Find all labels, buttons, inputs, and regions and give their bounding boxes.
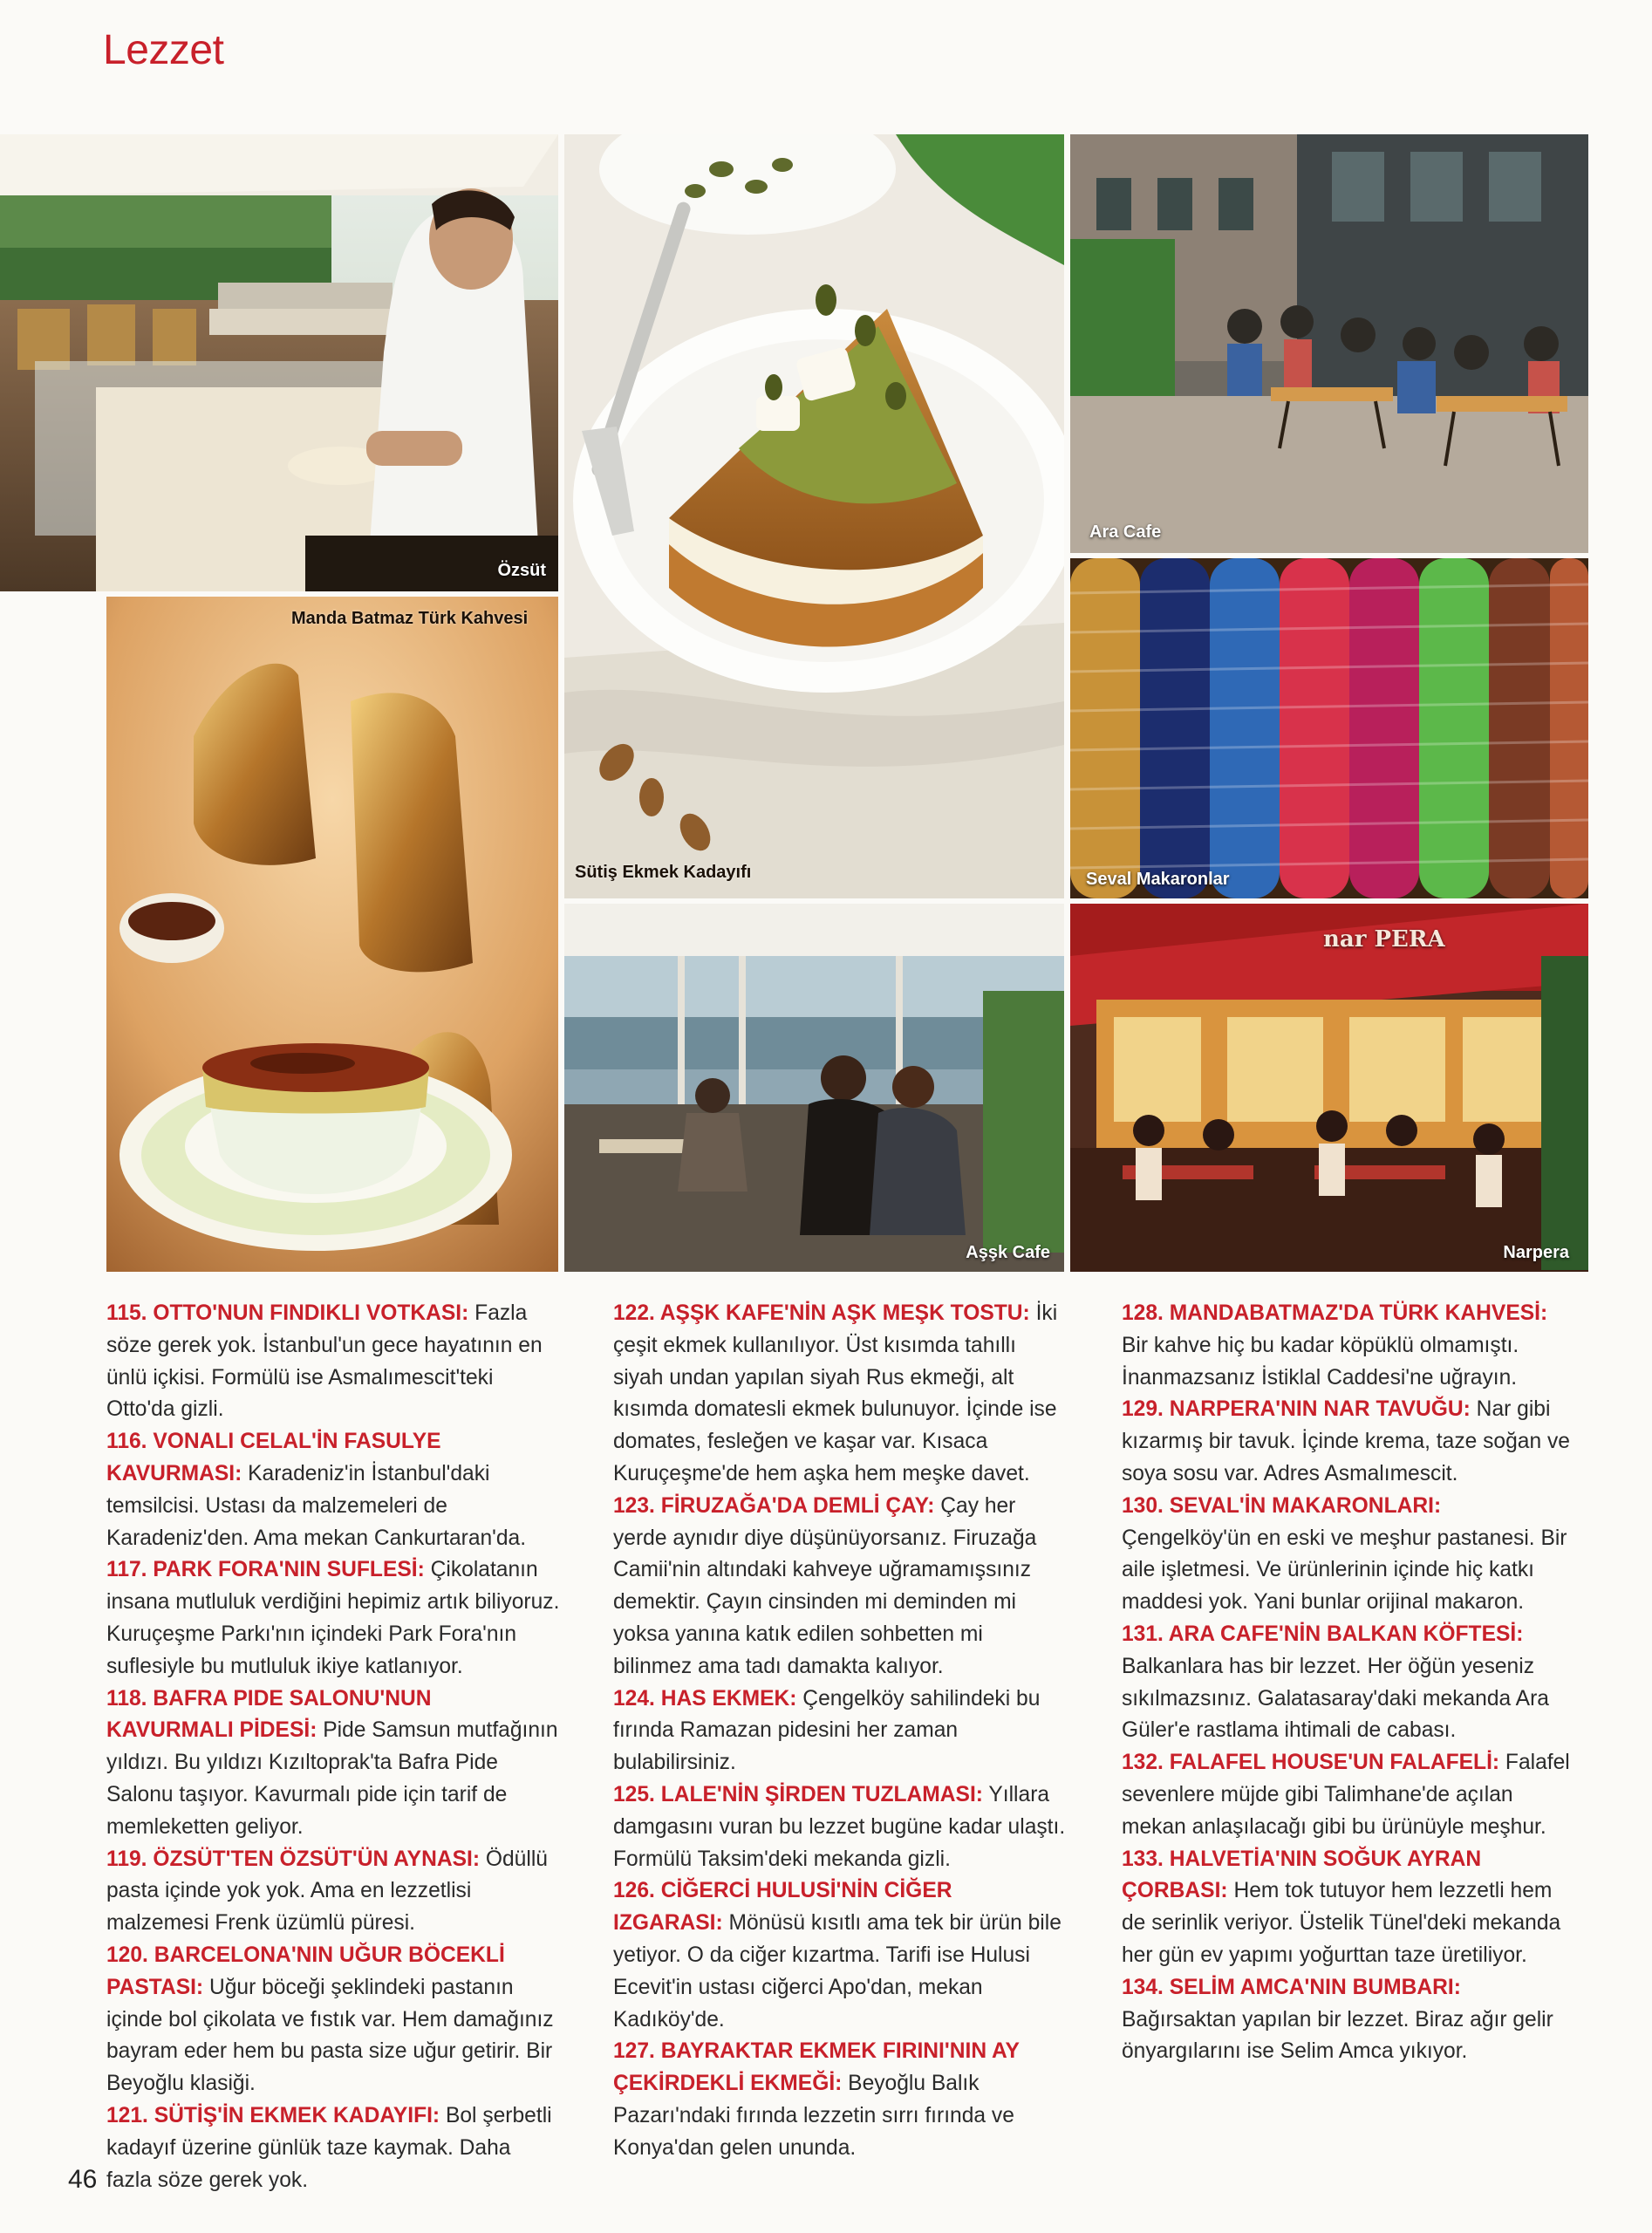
photo-sutis bbox=[564, 134, 1064, 898]
entry-body: Çengelköy'ün en eski ve meşhur pastanesi. Bir aile işletmesi. Ve ürünlerinin içinde hiç katkı maddesi yok. Yani bunlar orijinal makaron. bbox=[1122, 1526, 1567, 1615]
entry-heading: 132. FALAFEL HOUSE'UN FALAFELİ: bbox=[1122, 1751, 1500, 1775]
entry-heading: 117. PARK FORA'NIN SUFLESİ: bbox=[106, 1558, 425, 1582]
entry-body: Ödüllü pasta içinde yok yok. Ama en lezzetlisi malzemesi Frenk üzümlü püresi. bbox=[106, 1847, 548, 1936]
photo-sutis-image bbox=[564, 134, 1064, 898]
entry-body: İki çeşit ekmek kullanılıyor. Üst kısımda tahıllı siyah undan yapılan siyah Rus ekmeği, alt kısımda domatesli ekmek bulunuyor. İçinde ise domates, fesleğen ve kaşar var. Kısaca Kuruçeşme'de hem aşka hem meşke davet. bbox=[613, 1301, 1058, 1485]
entry-heading: 131. ARA CAFE'NİN BALKAN KÖFTESİ: bbox=[1122, 1622, 1524, 1646]
caption-manda-batmaz: Manda Batmaz Türk Kahvesi bbox=[291, 609, 529, 628]
entry-body: Hem tok tutuyor hem lezzetli hem de serinlik veriyor. Üstelik Tünel'deki mekanda her gün ev yapımı yoğurttan taze üretiliyor. bbox=[1122, 1879, 1561, 1967]
entry-134 bbox=[1122, 1972, 1575, 2068]
entry-126 bbox=[613, 1875, 1067, 2036]
entry-body: Pide Samsun mutfağının yıldızı. Bu yıldızı Kızıltoprak'ta Bafra Pide Salonu taşıyor. Kavurmalı pide için tarif de memleketten geliyor. bbox=[106, 1718, 558, 1839]
photo-seval-image bbox=[1070, 558, 1588, 898]
photo-manda-batmaz bbox=[106, 597, 558, 1272]
text-column-1 bbox=[106, 1298, 560, 2196]
caption-narpera: Narpera bbox=[1503, 1243, 1569, 1262]
narpera-sign: nar PERA bbox=[1323, 926, 1445, 953]
entry-body: Falafel sevenlere müjde gibi Talimhane'de açılan mekan anlaşılacağı gibi bu ürünüyle meşhur. bbox=[1122, 1751, 1570, 1839]
photo-narpera bbox=[1070, 904, 1588, 1272]
entry-body: Beyoğlu Balık Pazarı'ndaki fırında lezzetin sırrı fırında ve Konya'dan gelen ununda. bbox=[613, 2072, 1014, 2160]
entry-heading: 124. HAS EKMEK: bbox=[613, 1686, 797, 1711]
entry-body: Nar gibi kızarmış bir tavuk. İçinde krema, taze soğan ve soya sosu var. Adres Asmalımescit. bbox=[1122, 1397, 1570, 1485]
photo-ara-cafe bbox=[1070, 134, 1588, 553]
photo-manda-batmaz-image bbox=[106, 597, 558, 1272]
entry-127 bbox=[613, 2036, 1067, 2164]
entry-body: Çikolatanın insana mutluluk verdiğini hepimiz artık biliyoruz. Kuruçeşme Parkı'nın içindeki Park Fora'nın suflesiyle bu mutluluk ikiye katlanıyor. bbox=[106, 1558, 560, 1678]
entry-115 bbox=[106, 1298, 560, 1426]
entry-body: Fazla söze gerek yok. İstanbul'un gece hayatının en ünlü içkisi. Formülü ise Asmalımescit'teki Otto'da gizli. bbox=[106, 1301, 543, 1422]
entry-body: Karadeniz'in İstanbul'daki temsilcisi. Ustası da malzemeleri de Karadeniz'den. Ama mekan Cankurtaran'da. bbox=[106, 1461, 527, 1550]
entry-122 bbox=[613, 1298, 1067, 1491]
entry-117 bbox=[106, 1554, 560, 1683]
entry-heading: 118. BAFRA PIDE SALONU'NUN KAVURMALI PİDESİ: bbox=[106, 1686, 432, 1743]
entry-129 bbox=[1122, 1394, 1575, 1490]
entry-body: Çay her yerde aynıdır diye düşünüyorsanız. Firuzağa Camii'nin altındaki kahveye uğramamışsınız demektir. Çayın cinsinden mi deminden mi yoksa yanına katık edilen sohbetten mi bilinmez ama tadı damakta kalıyor. bbox=[613, 1493, 1037, 1678]
entry-123 bbox=[613, 1491, 1067, 1683]
entry-heading: 128. MANDABATMAZ'DA TÜRK KAHVESİ: bbox=[1122, 1301, 1548, 1325]
photo-ozsut-image bbox=[0, 134, 558, 591]
entry-body: Yıllara damgasını vuran bu lezzet bugüne kadar ulaştı. Formülü Taksim'deki mekanda gizli. bbox=[613, 1782, 1066, 1871]
entry-heading: 129. NARPERA'NIN NAR TAVUĞU: bbox=[1122, 1397, 1471, 1422]
entry-heading: 122. AŞŞK KAFE'NİN AŞK MEŞK TOSTU: bbox=[613, 1301, 1030, 1325]
entry-body: Çengelköy sahilindeki bu fırında Ramazan pidesini her zaman bulabilirsiniz. bbox=[613, 1686, 1041, 1775]
photo-assk-cafe-image bbox=[564, 904, 1064, 1272]
photo-ozsut bbox=[0, 134, 558, 591]
entry-heading: 130. SEVAL'İN MAKARONLARI: bbox=[1122, 1493, 1442, 1518]
photo-narpera-image bbox=[1070, 904, 1588, 1272]
caption-seval: Seval Makaronlar bbox=[1086, 870, 1230, 889]
entry-heading: 127. BAYRAKTAR EKMEK FIRINI'NIN AY ÇEKİRDEKLİ EKMEĞİ: bbox=[613, 2039, 1020, 2096]
entry-body: Balkanlara has bir lezzet. Her öğün yeseniz sıkılmazsınız. Galatasaray'daki mekanda Ara Güler'e rastlama ihtimali de cabası. bbox=[1122, 1654, 1549, 1743]
entry-heading: 123. FİRUZAĞA'DA DEMLİ ÇAY: bbox=[613, 1493, 935, 1518]
entry-118 bbox=[106, 1683, 560, 1844]
photo-assk-cafe bbox=[564, 904, 1064, 1272]
entry-body: Bol şerbetli kadayıf üzerine günlük taze kaymak. Daha fazla söze gerek yok. bbox=[106, 2103, 552, 2192]
text-column-2 bbox=[613, 1298, 1067, 2165]
entry-125 bbox=[613, 1779, 1067, 1875]
entry-heading: 115. OTTO'NUN FINDIKLI VOTKASI: bbox=[106, 1301, 469, 1325]
caption-assk-cafe: Aşşk Cafe bbox=[966, 1243, 1050, 1262]
entry-132 bbox=[1122, 1747, 1575, 1843]
caption-ozsut: Özsüt bbox=[497, 561, 546, 580]
entry-120 bbox=[106, 1940, 560, 2100]
entry-131 bbox=[1122, 1619, 1575, 1747]
entry-heading: 126. CİĞERCİ HULUSİ'NİN CİĞER IZGARASI: bbox=[613, 1879, 952, 1936]
caption-ara-cafe: Ara Cafe bbox=[1089, 522, 1162, 542]
entry-heading: 119. ÖZSÜT'TEN ÖZSÜT'ÜN AYNASI: bbox=[106, 1847, 481, 1871]
photo-ara-cafe-image bbox=[1070, 134, 1588, 553]
entry-body: Bağırsaktan yapılan bir lezzet. Biraz ağır gelir önyargılarını ise Selim Amca yıkıyor. bbox=[1122, 2007, 1553, 2064]
entry-body: Bir kahve hiç bu kadar köpüklü olmamıştı. İnanmazsanız İstiklal Caddesi'ne uğrayın. bbox=[1122, 1333, 1519, 1390]
entry-heading: 116. VONALI CELAL'İN FASULYE KAVURMASI: bbox=[106, 1430, 441, 1485]
entry-124 bbox=[613, 1683, 1067, 1779]
caption-sutis: Sütiş Ekmek Kadayıfı bbox=[575, 863, 752, 882]
entry-116 bbox=[106, 1426, 560, 1554]
entry-heading: 121. SÜTİŞ'İN EKMEK KADAYIFI: bbox=[106, 2103, 440, 2127]
entry-body: Uğur böceği şeklindeki pastanın içinde bol çikolata ve fıstık var. Hem damağınız bayram eder hem bu pasta size uğur getirir. Bir Beyoğlu klasiği. bbox=[106, 1975, 554, 2096]
section-title: Lezzet bbox=[103, 27, 224, 73]
entry-heading: 134. SELİM AMCA'NIN BUMBARI: bbox=[1122, 1975, 1461, 1999]
text-column-3 bbox=[1122, 1298, 1575, 2068]
entry-heading: 120. BARCELONA'NIN UĞUR BÖCEKLİ PASTASI: bbox=[106, 1943, 505, 1999]
entry-heading: 133. HALVETİA'NIN SOĞUK AYRAN ÇORBASI: bbox=[1122, 1847, 1482, 1903]
entry-130 bbox=[1122, 1491, 1575, 1619]
entry-121 bbox=[106, 2100, 560, 2196]
entry-body: Mönüsü kısıtlı ama tek bir ürün bile yetiyor. O da ciğer kızartma. Tarifi ise Hulusi Ecevit'in ustası ciğerci Apo'dan, mekan Kadıköy'de. bbox=[613, 1911, 1062, 2032]
entry-heading: 125. LALE'NİN ŞİRDEN TUZLAMASI: bbox=[613, 1782, 983, 1806]
entry-119 bbox=[106, 1844, 560, 1940]
page-number: 46 bbox=[68, 2165, 98, 2194]
photo-seval bbox=[1070, 558, 1588, 898]
entry-128 bbox=[1122, 1298, 1575, 1394]
entry-133 bbox=[1122, 1844, 1575, 1972]
